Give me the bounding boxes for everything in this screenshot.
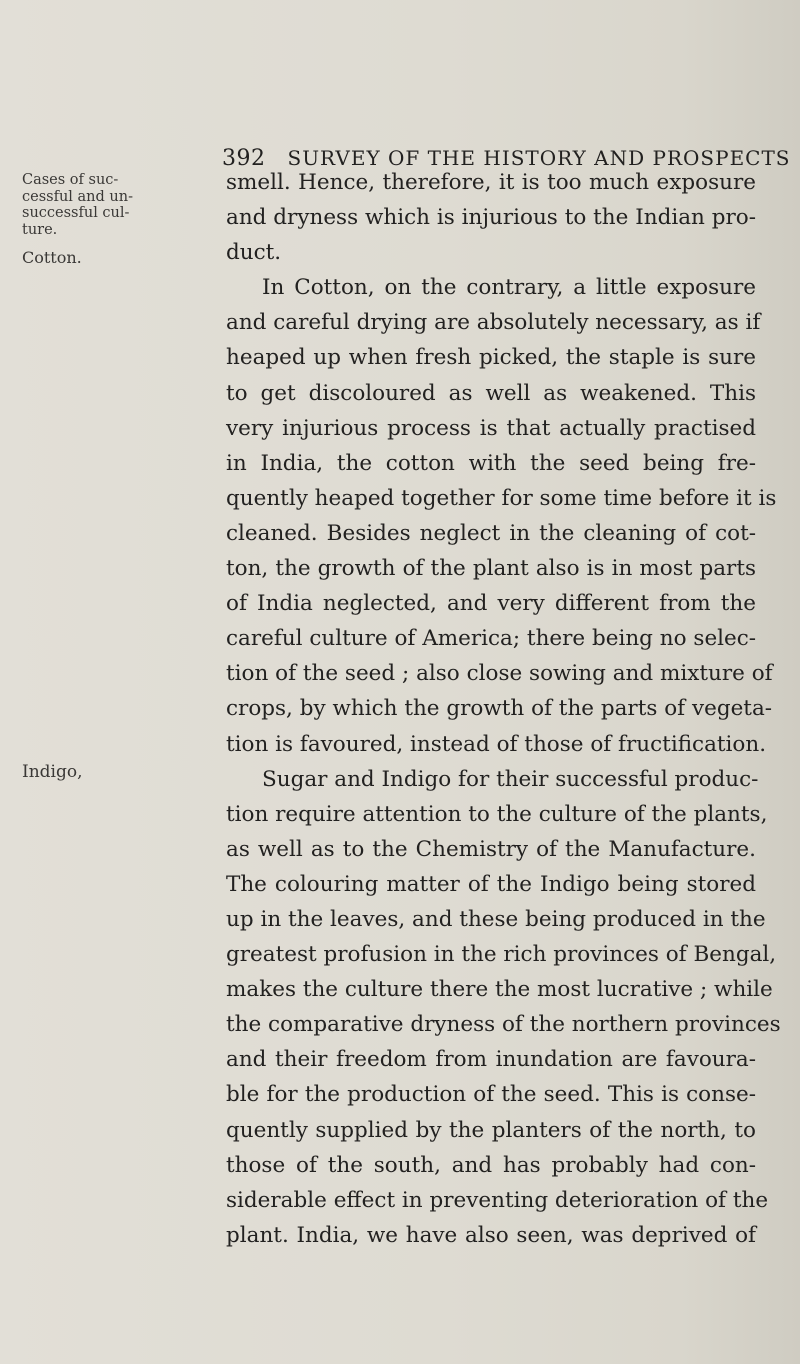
text-line: Sugar and Indigo for their successful produc- bbox=[262, 766, 759, 792]
text-line: In Cotton, on the contrary, a little exposure bbox=[262, 275, 756, 301]
running-title: SURVEY OF THE HISTORY AND PROSPECTS bbox=[287, 146, 791, 170]
text-line: tion of the seed ; also close sowing and mixture of bbox=[226, 661, 773, 687]
margin-note-line: Cotton. bbox=[22, 248, 82, 267]
text-line: heaped up when fresh picked, the staple is sure bbox=[226, 345, 756, 371]
text-line: The colouring matter of the Indigo being stored bbox=[226, 871, 756, 897]
text-line: quently heaped together for some time before it is bbox=[226, 485, 777, 511]
text-line: of India neglected, and very different from the bbox=[226, 591, 756, 617]
text-line: those of the south, and has probably had con- bbox=[226, 1152, 756, 1178]
margin-note-line: cessful and un- bbox=[22, 188, 133, 205]
margin-note-cases bbox=[22, 172, 142, 238]
text-line: makes the culture there the most lucrative ; while bbox=[226, 977, 773, 1003]
text-line: ble for the production of the seed. This is conse- bbox=[226, 1082, 756, 1108]
text-line: crops, by which the growth of the parts of vegeta- bbox=[226, 696, 773, 722]
text-line: and careful drying are absolutely necessary, as if bbox=[226, 310, 761, 336]
text-line: tion is favoured, instead of those of fructification. bbox=[226, 731, 767, 757]
text-line: as well as to the Chemistry of the Manufacture. bbox=[226, 836, 756, 862]
margin-note-line: Indigo, bbox=[22, 762, 83, 782]
margin-note-line: ture. bbox=[22, 221, 58, 238]
body-text bbox=[226, 165, 781, 1253]
text-line: in India, the cotton with the seed being fre- bbox=[226, 450, 756, 476]
text-line: siderable effect in preventing deterioration of the bbox=[226, 1187, 769, 1213]
text-line: cleaned. Besides neglect in the cleaning of cot- bbox=[226, 520, 756, 546]
margin-note-cotton bbox=[22, 250, 142, 267]
text-line: smell. Hence, therefore, it is too much exposure bbox=[226, 170, 756, 195]
text-line: plant. India, we have also seen, was deprived of bbox=[226, 1222, 756, 1248]
text-line: ton, the growth of the plant also is in most parts bbox=[226, 556, 756, 582]
text-line: the comparative dryness of the northern provinces bbox=[226, 1012, 781, 1038]
text-line: to get discoloured as well as weakened. This bbox=[226, 380, 756, 406]
page-number: 392 bbox=[222, 146, 266, 171]
text-line: duct. bbox=[226, 240, 282, 266]
margin-note-indigo bbox=[22, 764, 142, 781]
text-line: quently supplied by the planters of the north, to bbox=[226, 1117, 756, 1143]
text-line: greatest profusion in the rich provinces of Bengal, bbox=[226, 942, 777, 968]
margin-note-line: successful cul- bbox=[22, 205, 130, 221]
margin-note-line: Cases of suc- bbox=[22, 172, 119, 188]
text-line: tion require attention to the culture of the plants, bbox=[226, 801, 768, 827]
text-line: and their freedom from inundation are favoura- bbox=[226, 1047, 756, 1073]
text-line: very injurious process is that actually practised bbox=[226, 415, 756, 441]
text-line: up in the leaves, and these being produced in the bbox=[226, 906, 766, 932]
text-line: and dryness which is injurious to the Indian pro- bbox=[226, 205, 756, 231]
text-line: careful culture of America; there being no selec- bbox=[226, 626, 757, 652]
